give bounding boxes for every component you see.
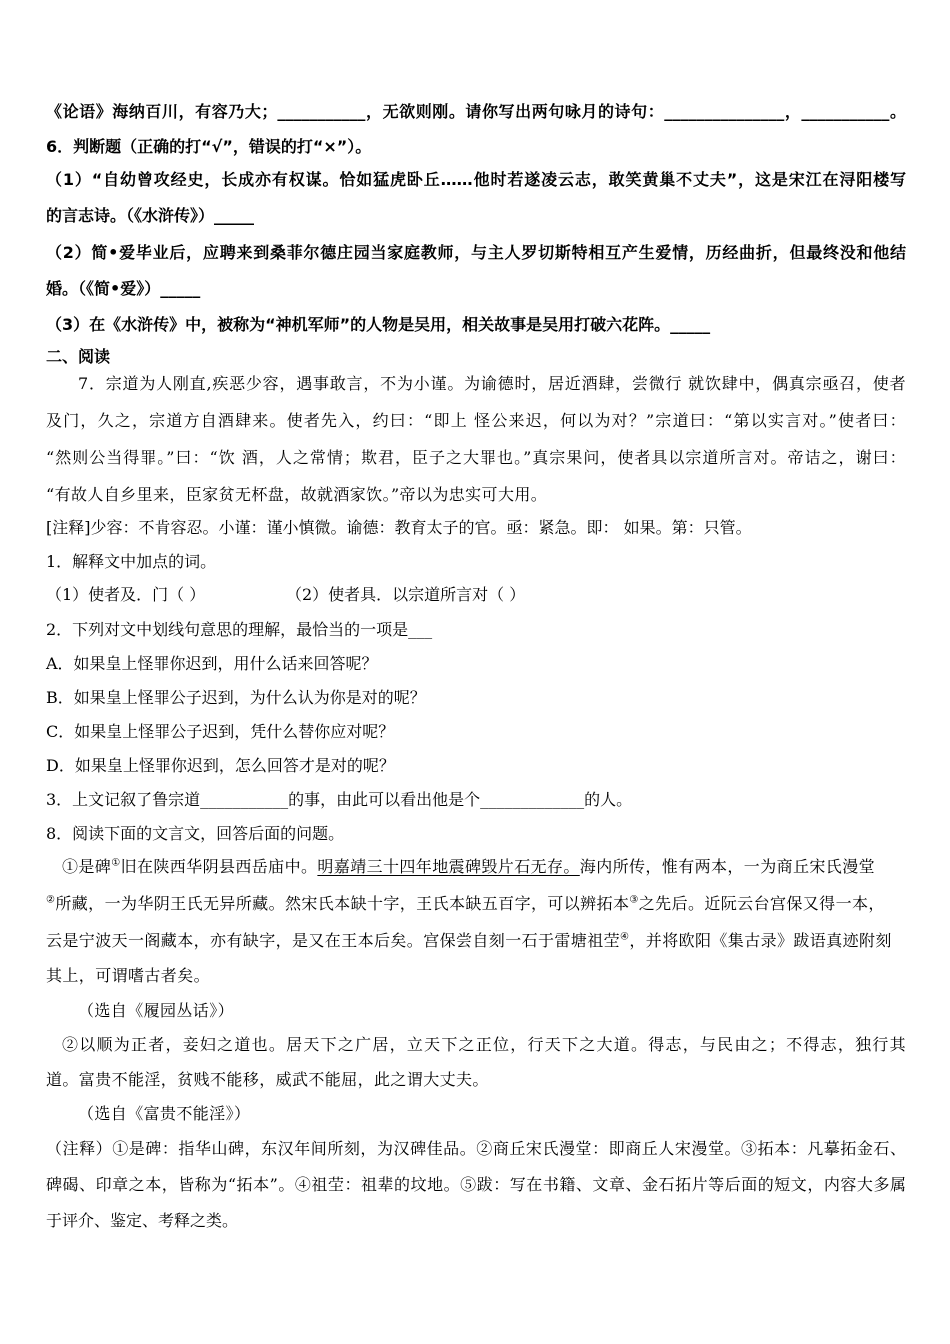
footnote-marker-4: ④ — [620, 931, 630, 943]
question-7-annotation: [注释]少容：不肯容忍。小谨：谨小慎微。谕德：教育太子的官。亟：紧急。即： 如果。第：只管。 — [46, 518, 752, 537]
question-8-passage-1-line-4: 其上，可谓嗜古者矣。 — [46, 966, 211, 985]
question-6-item-3: （3）在《水浒传》中，被称为“神机军师”的人物是吴用，相关故事是吴用打破六花阵。_____ — [46, 315, 711, 334]
question-6-item-2-line-1: （2）简•爱毕业后，应聘来到桑菲尔德庄园当家庭教师，与主人罗切斯特相互产生爱情，历经曲折，但最终没和他结 — [46, 243, 906, 262]
question-7-sub-2: 2．下列对文中划线句意思的理解，最恰当的一项是___ — [46, 620, 433, 639]
option-b: B．如果皇上怪罪公子迟到，为什么认为你是对的呢？ — [46, 688, 426, 707]
question-5-tail: 《论语》海纳百川，有容乃大；___________，无欲则刚。请你写出两句咏月的诗句：_______________，___________。 — [46, 102, 906, 121]
option-c: C．如果皇上怪罪公子迟到，凭什么替你应对呢？ — [46, 722, 395, 741]
question-7-sub-3: 3．上文记叙了鲁宗道___________的事，由此可以看出他是个_____________的人。 — [46, 790, 633, 809]
question-7-passage-line-3: “然则公当得罪。”曰：“饮 酒，人之常情；欺君，臣子之大罪也。”真宗果问，使者具以宗道所言对。帝诘之，谢曰： — [46, 448, 906, 467]
question-6-title: 6．判断题（正确的打“√”，错误的打“×”）。 — [46, 137, 372, 156]
question-8-passage-1-line-2 — [46, 894, 885, 914]
question-6-item-1-line-2: 的言志诗。（《水浒传》）_____ — [46, 206, 255, 225]
question-8-notes-line-2: 碑碣、印章之本，皆称为“拓本”。④祖茔：祖辈的坟地。⑤跋：写在书籍、文章、金石拓片等后面的短文，内容大多属 — [46, 1175, 906, 1194]
question-8-passage-1-line-1 — [62, 857, 875, 877]
footnote-marker-1: ① — [111, 857, 121, 869]
question-8-passage-2-line-2: 道。富贵不能淫，贫贱不能移，威武不能屈，此之谓大丈夫。 — [46, 1070, 489, 1089]
option-a: A．如果皇上怪罪你迟到，用什么话来回答呢？ — [46, 654, 378, 673]
question-8-title: 8．阅读下面的文言文，回答后面的问题。 — [46, 824, 345, 843]
question-7-sub-1: 1．解释文中加点的词。 — [46, 552, 217, 571]
question-6-item-2-line-2: 婚。（《简•爱》）_____ — [46, 279, 201, 298]
passage-1-text: 旧在陕西华阴县西岳庙中。 — [120, 857, 318, 876]
question-8-notes-line-3: 于评介、鉴定、考释之类。 — [46, 1211, 239, 1230]
question-7-passage-line-4: “有故人自乡里来，臣家贫无杯盘，故就酒家饮。”帝以为忠实可大用。 — [46, 485, 548, 504]
question-8-passage-2-line-1: ②以顺为正者，妾妇之道也。居天下之广居，立天下之正位，行天下之大道。得志，与民由之；不得志，独行其 — [62, 1035, 906, 1054]
passage-1-intro: ①是碑 — [62, 857, 112, 876]
footnote-marker-2: ② — [46, 894, 56, 906]
passage-1-source: （选自《履园丛话》） — [78, 1001, 235, 1020]
question-7-passage-line-2: 及门，久之，宗道方自酒肆来。使者先入，约曰：“即上 怪公来迟，何以为对？”宗道曰：“第以实言对。”使者曰： — [46, 411, 906, 430]
footnote-marker-3: ③ — [629, 894, 639, 906]
section-title-reading: 二、阅读 — [46, 347, 111, 366]
question-7-passage-line-1: 7．宗道为人刚直,疾恶少容，遇事敢言，不为小谨。为谕德时，居近酒肆，尝微行 就饮肆中，偶真宗亟召，使者 — [78, 374, 906, 393]
passage-1-line-3-text-b: ，并将欧阳《集古录》跋语真迹附刻 — [629, 931, 892, 950]
question-6-item-1-line-1: （1）“自幼曾攻经史，长成亦有权谋。恰如猛虎卧丘……他时若遂凌云志，敢笑黄巢不丈夫”，这是宋江在浔阳楼写 — [46, 170, 906, 189]
question-7-sub-1-b: （2）使者具．以宗道所言对（ ） — [286, 585, 526, 604]
question-8-passage-1-line-3 — [46, 931, 892, 951]
underlined-sentence: 明嘉靖三十四年地震碑毁片石无存。 — [317, 857, 580, 876]
passage-1-line-2-text: 所藏，一为华阴王氏无异所藏。然宋氏本缺十字，王氏本缺五百字，可以辨拓本 — [55, 894, 630, 913]
passage-2-source: （选自《富贵不能淫》） — [78, 1104, 251, 1123]
passage-1-line-3-text: 云是宁波天一阁藏本，亦有缺字，是又在王本后矣。宫保尝自刻一石于雷塘祖茔 — [46, 931, 621, 950]
passage-1-line-2-text-b: 之先后。近阮云台宫保又得一本， — [638, 894, 885, 913]
question-8-notes-line-1: （注释）①是碑：指华山碑，东汉年间所刻，为汉碑佳品。②商丘宋氏漫堂：即商丘人宋漫堂。③拓本：凡摹拓金石、 — [46, 1139, 906, 1158]
passage-1-text-cont: 海内所传，惟有两本，一为商丘宋氏漫堂 — [579, 857, 875, 876]
option-d: D．如果皇上怪罪你迟到，怎么回答才是对的呢？ — [46, 756, 395, 775]
question-7-sub-1-a: （1）使者及．门（ ） — [46, 585, 206, 604]
